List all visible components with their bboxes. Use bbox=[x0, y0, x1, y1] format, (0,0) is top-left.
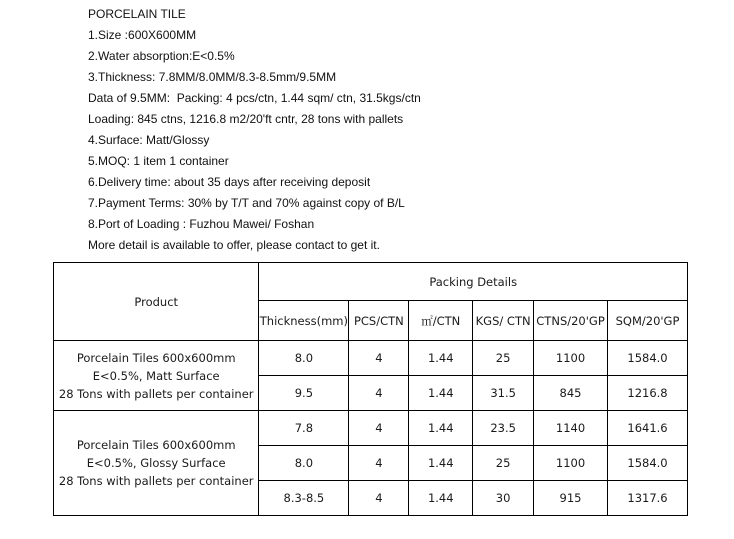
cell-sqm-ctn: 1.44 bbox=[409, 376, 473, 411]
cell-sqm-ctn: 1.44 bbox=[409, 446, 473, 481]
spec-title: PORCELAIN TILE bbox=[88, 7, 186, 21]
table-row bbox=[54, 411, 688, 446]
column-header-pcs-ctn: PCS/CTN bbox=[349, 301, 409, 341]
packing-details-header: Packing Details bbox=[259, 263, 688, 301]
cell-thickness: 8.3-8.5 bbox=[259, 481, 349, 516]
product-cell-matt bbox=[54, 341, 259, 411]
cell-sqm-20gp: 1317.6 bbox=[608, 481, 688, 516]
spec-size: 1.Size :600X600MM bbox=[88, 28, 197, 42]
column-header-ctns-20gp: CTNS/20'GP bbox=[534, 301, 608, 341]
spec-moq: 5.MOQ: 1 item 1 container bbox=[88, 154, 229, 168]
cell-kgs-ctn: 31.5 bbox=[473, 376, 534, 411]
column-header-thickness: Thickness(mm) bbox=[259, 301, 349, 341]
cell-sqm-ctn: 1.44 bbox=[409, 341, 473, 376]
cell-ctns-20gp: 915 bbox=[534, 481, 608, 516]
spec-surface: 4.Surface: Matt/Glossy bbox=[88, 133, 210, 147]
cell-sqm-ctn: 1.44 bbox=[409, 481, 473, 516]
cell-thickness: 7.8 bbox=[259, 411, 349, 446]
product-line: 28 Tons with pallets per container bbox=[58, 386, 254, 401]
spec-thickness: 3.Thickness: 7.8MM/8.0MM/8.3-8.5mm/9.5MM bbox=[88, 70, 337, 84]
spec-port: 8.Port of Loading : Fuzhou Mawei/ Foshan bbox=[88, 217, 315, 231]
cell-sqm-ctn: 1.44 bbox=[409, 411, 473, 446]
cell-kgs-ctn: 25 bbox=[473, 446, 534, 481]
spec-list bbox=[88, 4, 421, 256]
product-line: Porcelain Tiles 600x600mm bbox=[76, 438, 236, 452]
cell-sqm-20gp: 1216.8 bbox=[608, 376, 688, 411]
cell-pcs-ctn: 4 bbox=[349, 446, 409, 481]
spec-payment: 7.Payment Terms: 30% by T/T and 70% against copy of B/L bbox=[88, 196, 405, 210]
spec-more-detail: More detail is available to offer, please contact to get it. bbox=[88, 238, 380, 252]
spec-delivery: 6.Delivery time: about 35 days after receiving deposit bbox=[88, 175, 371, 189]
product-line: E<0.5%, Glossy Surface bbox=[86, 456, 226, 470]
cell-sqm-20gp: 1584.0 bbox=[608, 341, 688, 376]
product-line: 28 Tons with pallets per container bbox=[58, 474, 254, 488]
cell-thickness: 8.0 bbox=[259, 446, 349, 481]
cell-kgs-ctn: 25 bbox=[473, 341, 534, 376]
cell-ctns-20gp: 1100 bbox=[534, 341, 608, 376]
cell-thickness: 9.5 bbox=[259, 376, 349, 411]
cell-pcs-ctn: 4 bbox=[349, 341, 409, 376]
cell-thickness: 8.0 bbox=[259, 341, 349, 376]
product-line: Porcelain Tiles 600x600mm bbox=[76, 350, 236, 365]
column-header-sqm-20gp: SQM/20'GP bbox=[608, 301, 688, 341]
product-cell-glossy bbox=[54, 411, 259, 516]
packing-table bbox=[53, 262, 688, 516]
spec-water-absorption: 2.Water absorption:E<0.5% bbox=[88, 49, 235, 63]
column-header-sqm-ctn: ㎡/CTN bbox=[409, 301, 473, 341]
spec-loading: Loading: 845 ctns, 1216.8 m2/20'ft cntr, 28 tons with pallets bbox=[88, 112, 404, 126]
cell-sqm-20gp: 1584.0 bbox=[608, 446, 688, 481]
cell-ctns-20gp: 1100 bbox=[534, 446, 608, 481]
cell-pcs-ctn: 4 bbox=[349, 376, 409, 411]
cell-kgs-ctn: 23.5 bbox=[473, 411, 534, 446]
product-line: E<0.5%, Matt Surface bbox=[92, 368, 220, 383]
cell-sqm-20gp: 1641.6 bbox=[608, 411, 688, 446]
cell-ctns-20gp: 845 bbox=[534, 376, 608, 411]
cell-ctns-20gp: 1140 bbox=[534, 411, 608, 446]
table-row bbox=[54, 341, 688, 376]
spec-data-95: Data of 9.5MM: Packing: 4 pcs/ctn, 1.44 sqm/ ctn, 31.5kgs/ctn bbox=[88, 91, 421, 105]
cell-pcs-ctn: 4 bbox=[349, 411, 409, 446]
cell-kgs-ctn: 30 bbox=[473, 481, 534, 516]
product-header: Product bbox=[54, 263, 259, 341]
cell-pcs-ctn: 4 bbox=[349, 481, 409, 516]
column-header-kgs-ctn: KGS/ CTN bbox=[473, 301, 534, 341]
